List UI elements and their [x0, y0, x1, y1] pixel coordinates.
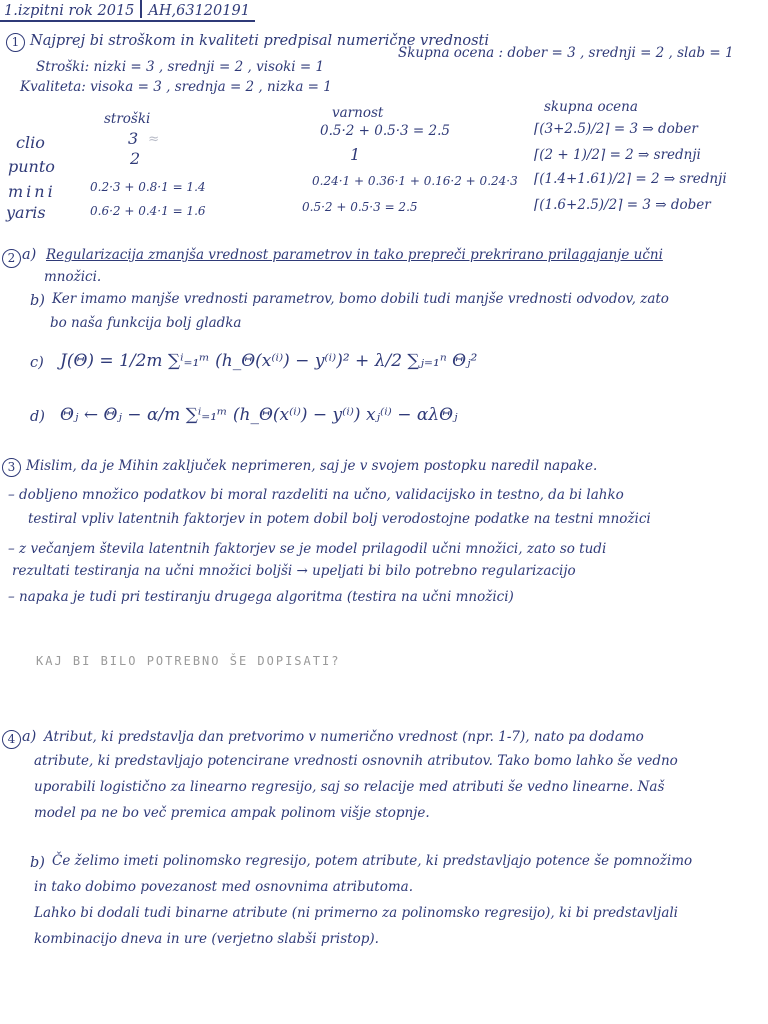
q2d-label: d) — [30, 409, 45, 425]
q2b-label: b) — [30, 293, 45, 309]
q2b-line2: bo naša funkcija bolj gladka — [50, 315, 242, 331]
q1-overall-yaris: ⌈(1.6+2.5)/2⌉ = 3 ⇒ dober — [534, 197, 711, 213]
q4b-line1: Če želimo imeti polinomsko regresijo, potem atribute, ki predstavljajo potence še pomnožimo — [52, 853, 693, 869]
q4a-line3: uporabili logistično za linearno regresijo, saj so relacije med atributi še vedno linearne. Naš — [34, 779, 665, 795]
q2c-label: c) — [30, 355, 44, 371]
question-2-number: 2 — [2, 249, 21, 268]
q4a-line2: atribute, ki predstavljajo potencirane vrednosti osnovnih atributov. Tako bomo lahko še vedno — [34, 753, 678, 769]
q1-intro: Najprej bi stroškom in kvaliteti predpisal numerične vrednosti — [30, 33, 489, 49]
q3-bullet2-line1: – z večanjem števila latentnih faktorjev se je model prilagodil učni množici, zato so tudi — [8, 541, 607, 557]
q2a-line2: množici. — [44, 269, 102, 285]
q4b-line3: Lahko bi dodali tudi binarne atribute (ni primerno za polinomsko regresijo), ki bi predstavljali — [34, 905, 678, 921]
q1-cost-clio-mark: ≈ — [148, 131, 160, 147]
q3-pencil-note: KAJ BI BILO POTREBNO ŠE DOPISATI? — [36, 654, 341, 668]
student-id: AH,63120191 — [148, 3, 250, 19]
q3-bullet3: – napaka je tudi pri testiranju drugega algoritma (testira na učni množici) — [8, 589, 514, 605]
q1-car-yaris: yaris — [6, 203, 46, 222]
q1-cost-mini: 0.2·3 + 0.8·1 = 1.4 — [90, 180, 206, 194]
q1-safety-yaris: 0.5·2 + 0.5·3 = 2.5 — [302, 200, 418, 214]
q1-car-mini: mini — [8, 182, 56, 201]
q1-cost-punto: 2 — [130, 149, 141, 168]
q1-costs-mapping: Stroški: nizki = 3 , srednji = 2 , visoki = 1 — [36, 59, 325, 75]
q4a-line1: Atribut, ki predstavlja dan pretvorimo v numerično vrednost (npr. 1-7), nato pa dodamo — [44, 729, 644, 745]
q3-bullet1-line1: – dobljeno množico podatkov bi moral razdeliti na učno, validacijsko in testno, da bi lahko — [8, 487, 624, 503]
q2a-line1: Regularizacija zmanjša vrednost parametrov in tako prepreči prekrirano prilagajanje učni — [46, 247, 663, 263]
q1-col-overall: skupna ocena — [544, 99, 638, 115]
q1-cost-clio: 3 — [128, 129, 139, 148]
q3-intro: Mislim, da je Mihin zaključek neprimeren, saj je v svojem postopku naredil napake. — [26, 458, 598, 474]
q3-bullet2-line2: rezultati testiranja na učni množici boljši → upeljati bi bilo potrebno regularizacijo — [12, 563, 576, 579]
q1-overall-clio: ⌈(3+2.5)/2⌉ = 3 ⇒ dober — [534, 121, 698, 137]
exam-header — [4, 0, 250, 19]
q2a-label: a) — [22, 247, 37, 263]
q4b-label: b) — [30, 855, 45, 871]
question-1-number: 1 — [6, 33, 25, 52]
exam-title: 1.izpitni rok 2015 — [4, 3, 135, 19]
question-3-number: 3 — [2, 458, 21, 477]
q1-overall-mini: ⌈(1.4+1.61)/2⌉ = 2 ⇒ srednji — [534, 171, 727, 187]
q1-car-punto: punto — [8, 157, 55, 176]
q1-cost-yaris: 0.6·2 + 0.4·1 = 1.6 — [90, 204, 206, 218]
q4a-line4: model pa ne bo več premica ampak polinom višje stopnje. — [34, 805, 430, 821]
q1-safety-mini: 0.24·1 + 0.36·1 + 0.16·2 + 0.24·3 — [312, 174, 518, 188]
q4b-line4: kombinacijo dneva in ure (verjetno slabši pristop). — [34, 931, 379, 947]
header-underline — [0, 20, 255, 22]
q1-overall-punto: ⌈(2 + 1)/2⌉ = 2 ⇒ srednji — [534, 147, 701, 163]
q4a-label: a) — [22, 729, 37, 745]
q1-quality-mapping: Kvaliteta: visoka = 3 , srednja = 2 , nizka = 1 — [20, 79, 332, 95]
header-separator — [140, 0, 142, 18]
q2c-cost-function: J(Θ) = 1/2m ∑ⁱ₌₁ᵐ (h_Θ(x⁽ⁱ⁾) − y⁽ⁱ⁾)² + λ/2 ∑ⱼ₌₁ⁿ Θⱼ² — [60, 351, 478, 371]
q4b-line2: in tako dobimo povezanost med osnovnima atributoma. — [34, 879, 413, 895]
question-4-number: 4 — [2, 730, 21, 749]
q3-bullet1-line2: testiral vpliv latentnih faktorjev in potem dobil bolj verodostojne podatke na testni množici — [28, 511, 651, 527]
q2b-line1: Ker imamo manjše vrednosti parametrov, bomo dobili tudi manjše vrednosti odvodov, zato — [52, 291, 669, 307]
q1-col-safety: varnost — [332, 105, 384, 121]
q2d-update-rule: Θⱼ ← Θⱼ − α/m ∑ⁱ₌₁ᵐ (h_Θ(x⁽ⁱ⁾) − y⁽ⁱ⁾) xⱼ⁽ⁱ⁾ − αλΘⱼ — [60, 405, 458, 425]
q1-safety-punto: 1 — [350, 145, 361, 164]
q1-car-clio: clio — [16, 133, 45, 152]
q1-col-costs: stroški — [104, 111, 151, 127]
q1-overall-mapping: Skupna ocena : dober = 3 , srednji = 2 , slab = 1 — [398, 45, 734, 61]
q1-safety-clio: 0.5·2 + 0.5·3 = 2.5 — [320, 123, 450, 139]
